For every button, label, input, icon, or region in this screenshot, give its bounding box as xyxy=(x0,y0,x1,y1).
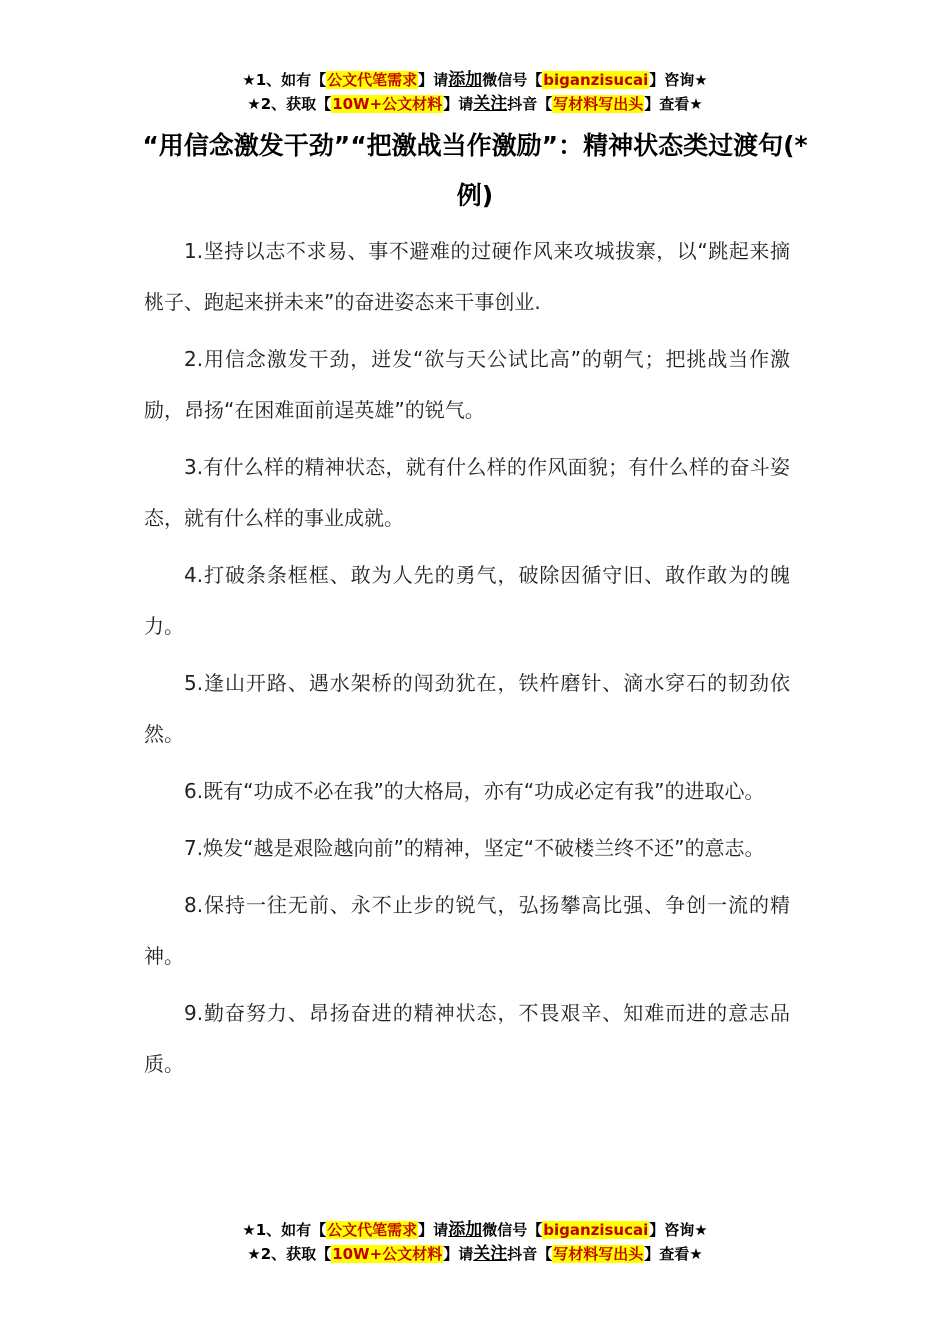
header-banner-line-1 xyxy=(0,68,950,92)
paragraph-8: 8.保持一往无前、永不止步的锐气，弘扬攀高比强、争创一流的精神。 xyxy=(144,893,790,968)
banner-text: 】请 xyxy=(418,71,449,89)
footer-banner-line-1 xyxy=(0,1218,950,1242)
banner-text: 】请 xyxy=(443,1245,474,1263)
underlined-text: 关注 xyxy=(473,1244,508,1264)
highlight-text: 10W+公文材料 xyxy=(332,1245,443,1263)
douyin-account-highlight: 写材料写出头 xyxy=(553,1245,644,1263)
banner-text: 】咨询★ xyxy=(649,1221,708,1239)
banner-text: 】查看★ xyxy=(644,95,703,113)
banner-text: 微信号【 xyxy=(482,71,543,89)
paragraph-6: 6.既有“功成不必在我”的大格局，亦有“功成必定有我”的进取心。 xyxy=(184,779,765,803)
document-title: “用信念激发干劲”“把激战当作激励”：精神状态类过渡句(*例) xyxy=(142,131,808,210)
paragraph-2: 2.用信念激发干劲，迸发“欲与天公试比高”的朝气；把挑战当作激励，昂扬“在困难面前逞英雄”的锐气。 xyxy=(144,347,790,422)
banner-text: 微信号【 xyxy=(482,1221,543,1239)
banner-text: 】请 xyxy=(418,1221,449,1239)
highlight-text: 10W+公文材料 xyxy=(332,95,443,113)
footer-banner xyxy=(0,1218,950,1266)
paragraph-5: 5.逢山开路、遇水架桥的闯劲犹在，铁杵磨针、滴水穿石的韧劲依然。 xyxy=(144,671,790,746)
highlight-text: 公文代笔需求 xyxy=(327,71,418,89)
paragraph-7: 7.焕发“越是艰险越向前”的精神，坚定“不破楼兰终不还”的意志。 xyxy=(184,836,765,860)
wechat-id-highlight: biganzisucai xyxy=(543,71,649,89)
douyin-account-highlight: 写材料写出头 xyxy=(553,95,644,113)
header-banner-line-2 xyxy=(0,92,950,116)
underlined-text: 添加 xyxy=(448,70,483,90)
footer-banner-line-2 xyxy=(0,1242,950,1266)
underlined-text: 关注 xyxy=(473,94,508,114)
banner-text: ★2、获取【 xyxy=(247,1245,332,1263)
banner-text: 抖音【 xyxy=(507,95,553,113)
document-body xyxy=(144,226,790,1096)
paragraph-1: 1.坚持以志不求易、事不避难的过硬作风来攻城拔寨，以“跳起来摘桃子、跑起来拼未来”的奋进姿态来干事创业. xyxy=(144,239,790,314)
wechat-id-highlight: biganzisucai xyxy=(543,1221,649,1239)
banner-text: ★2、获取【 xyxy=(247,95,332,113)
banner-text: 】查看★ xyxy=(644,1245,703,1263)
paragraph-9: 9.勤奋努力、昂扬奋进的精神状态，不畏艰辛、知难而进的意志品质。 xyxy=(144,1001,790,1076)
banner-text: ★1、如有【 xyxy=(242,1221,327,1239)
paragraph-3: 3.有什么样的精神状态，就有什么样的作风面貌；有什么样的奋斗姿态，就有什么样的事业成就。 xyxy=(144,455,790,530)
underlined-text: 添加 xyxy=(448,1220,483,1240)
banner-text: 抖音【 xyxy=(507,1245,553,1263)
paragraph-4: 4.打破条条框框、敢为人先的勇气，破除因循守旧、敢作敢为的魄力。 xyxy=(144,563,790,638)
banner-text: 】请 xyxy=(443,95,474,113)
banner-text: ★1、如有【 xyxy=(242,71,327,89)
header-banner xyxy=(0,68,950,116)
banner-text: 】咨询★ xyxy=(649,71,708,89)
highlight-text: 公文代笔需求 xyxy=(327,1221,418,1239)
